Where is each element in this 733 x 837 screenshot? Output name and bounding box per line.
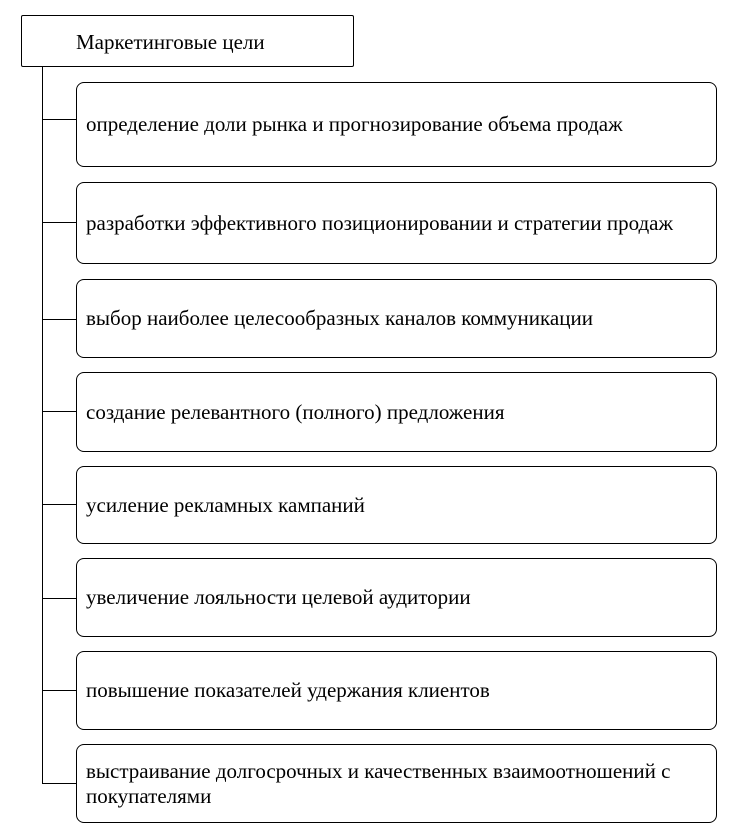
branch-connector [42, 411, 76, 412]
goal-node-label: разработки эффективного позиционировании и стратегии продаж [86, 210, 674, 235]
branch-connector [42, 783, 76, 784]
goal-node-loyalty [76, 558, 717, 637]
root-node-marketing-goals [21, 15, 354, 67]
goal-node-label: определение доли рынка и прогнозирование объема продаж [86, 112, 623, 136]
goal-node-advertising [76, 466, 717, 544]
goal-node-label: выбор наиболее целесообразных каналов коммуникации [86, 306, 593, 330]
goal-node-label: повышение показателей удержания клиентов [86, 678, 490, 702]
goal-node-label: усиление рекламных кампаний [86, 492, 365, 517]
goal-node-channels [76, 279, 717, 358]
branch-connector [42, 504, 76, 505]
branch-connector [42, 690, 76, 691]
goal-node-retention [76, 651, 717, 730]
branch-connector [42, 319, 76, 320]
goal-node-label: создание релевантного (полного) предложения [86, 399, 505, 424]
branch-connector [42, 222, 76, 223]
root-node-label: Маркетинговые цели [76, 30, 265, 54]
branch-connector [42, 119, 76, 120]
branch-connector [42, 598, 76, 599]
goal-node-label: увеличение лояльности целевой аудитории [86, 585, 471, 609]
goal-node-label: выстраивание долгосрочных и качественных взаимоотношений с покупателями [86, 758, 671, 808]
goal-node-offer [76, 372, 717, 452]
goal-node-positioning [76, 182, 717, 264]
goal-node-relationships [76, 744, 717, 823]
goal-node-market-share [76, 82, 717, 167]
tree-trunk-connector [42, 67, 43, 783]
